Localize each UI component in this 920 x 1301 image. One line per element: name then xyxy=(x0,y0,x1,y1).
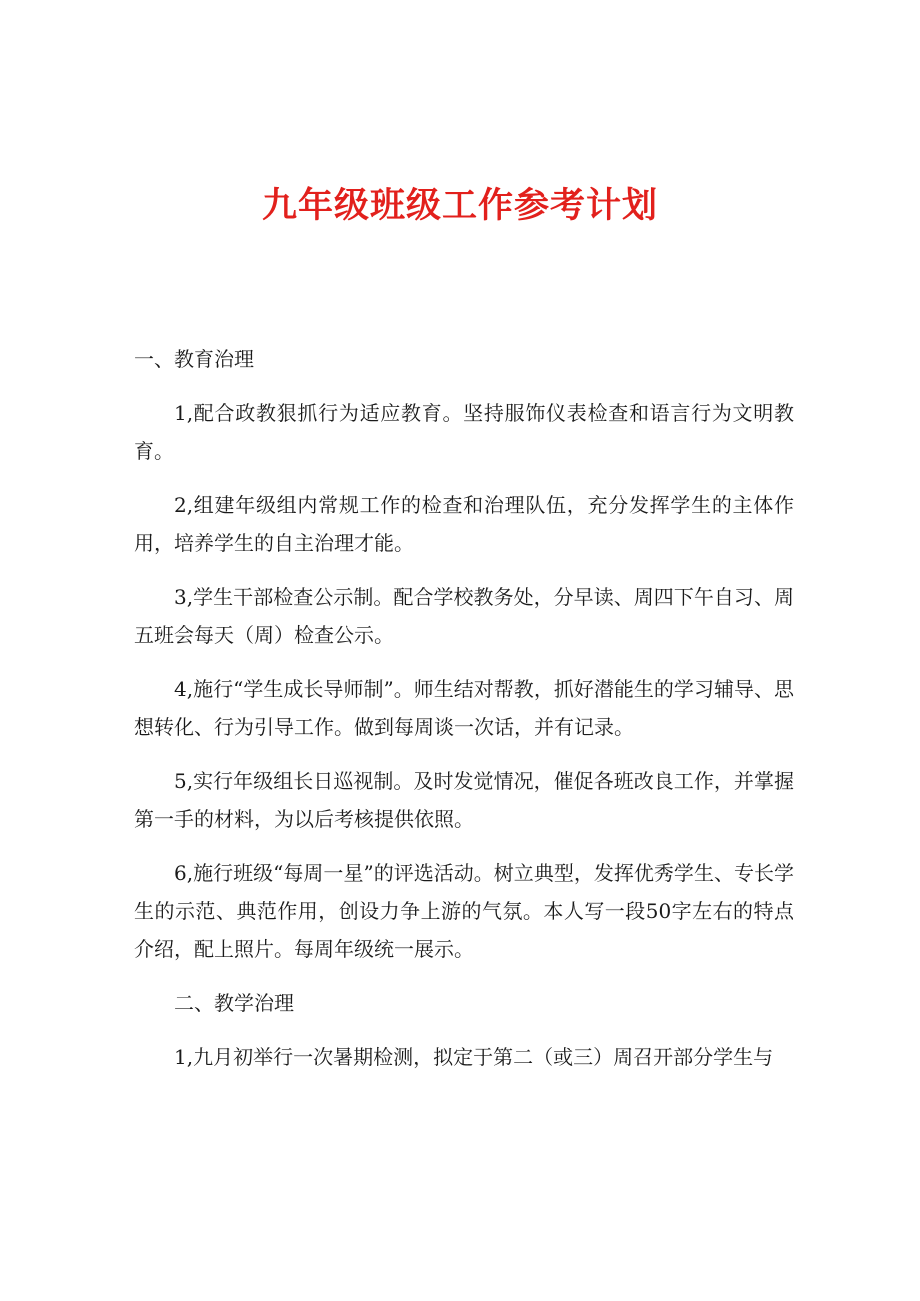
section-heading-teaching: 二、教学治理 xyxy=(174,991,294,1015)
section-heading-education: 一、教育治理 xyxy=(134,347,254,371)
document-title: 九年级班级工作参考计划 xyxy=(261,186,658,226)
paragraph-item: 2,组建年级组内常规工作的检查和治理队伍，充分发挥学生的主体作用，培养学生的自主治理才能。 xyxy=(134,493,794,555)
paragraph-item: 1,配合政教狠抓行为适应教育。坚持服饰仪表检查和语言行为文明教育。 xyxy=(134,401,794,463)
paragraph-item: 1,九月初举行一次暑期检测，拟定于第二（或三）周召开部分学生与 xyxy=(174,1045,774,1069)
document-body xyxy=(134,340,794,1092)
paragraph-item: 5,实行年级组长日巡视制。及时发觉情况，催促各班改良工作，并掌握第一手的材料，为以后考核提供依照。 xyxy=(134,769,794,831)
paragraph-item: 6,施行班级“每周一星”的评选活动。树立典型，发挥优秀学生、专长学生的示范、典范作用，创设力争上游的气氛。本人写一段50字左右的特点介绍，配上照片。每周年级统一展示。 xyxy=(134,861,794,961)
paragraph-item: 3,学生干部检查公示制。配合学校教务处，分早读、周四下午自习、周五班会每天（周）检查公示。 xyxy=(134,585,794,647)
paragraph-item: 4,施行“学生成长导师制”。师生结对帮教，抓好潜能生的学习辅导、思想转化、行为引导工作。做到每周谈一次话，并有记录。 xyxy=(134,677,794,739)
